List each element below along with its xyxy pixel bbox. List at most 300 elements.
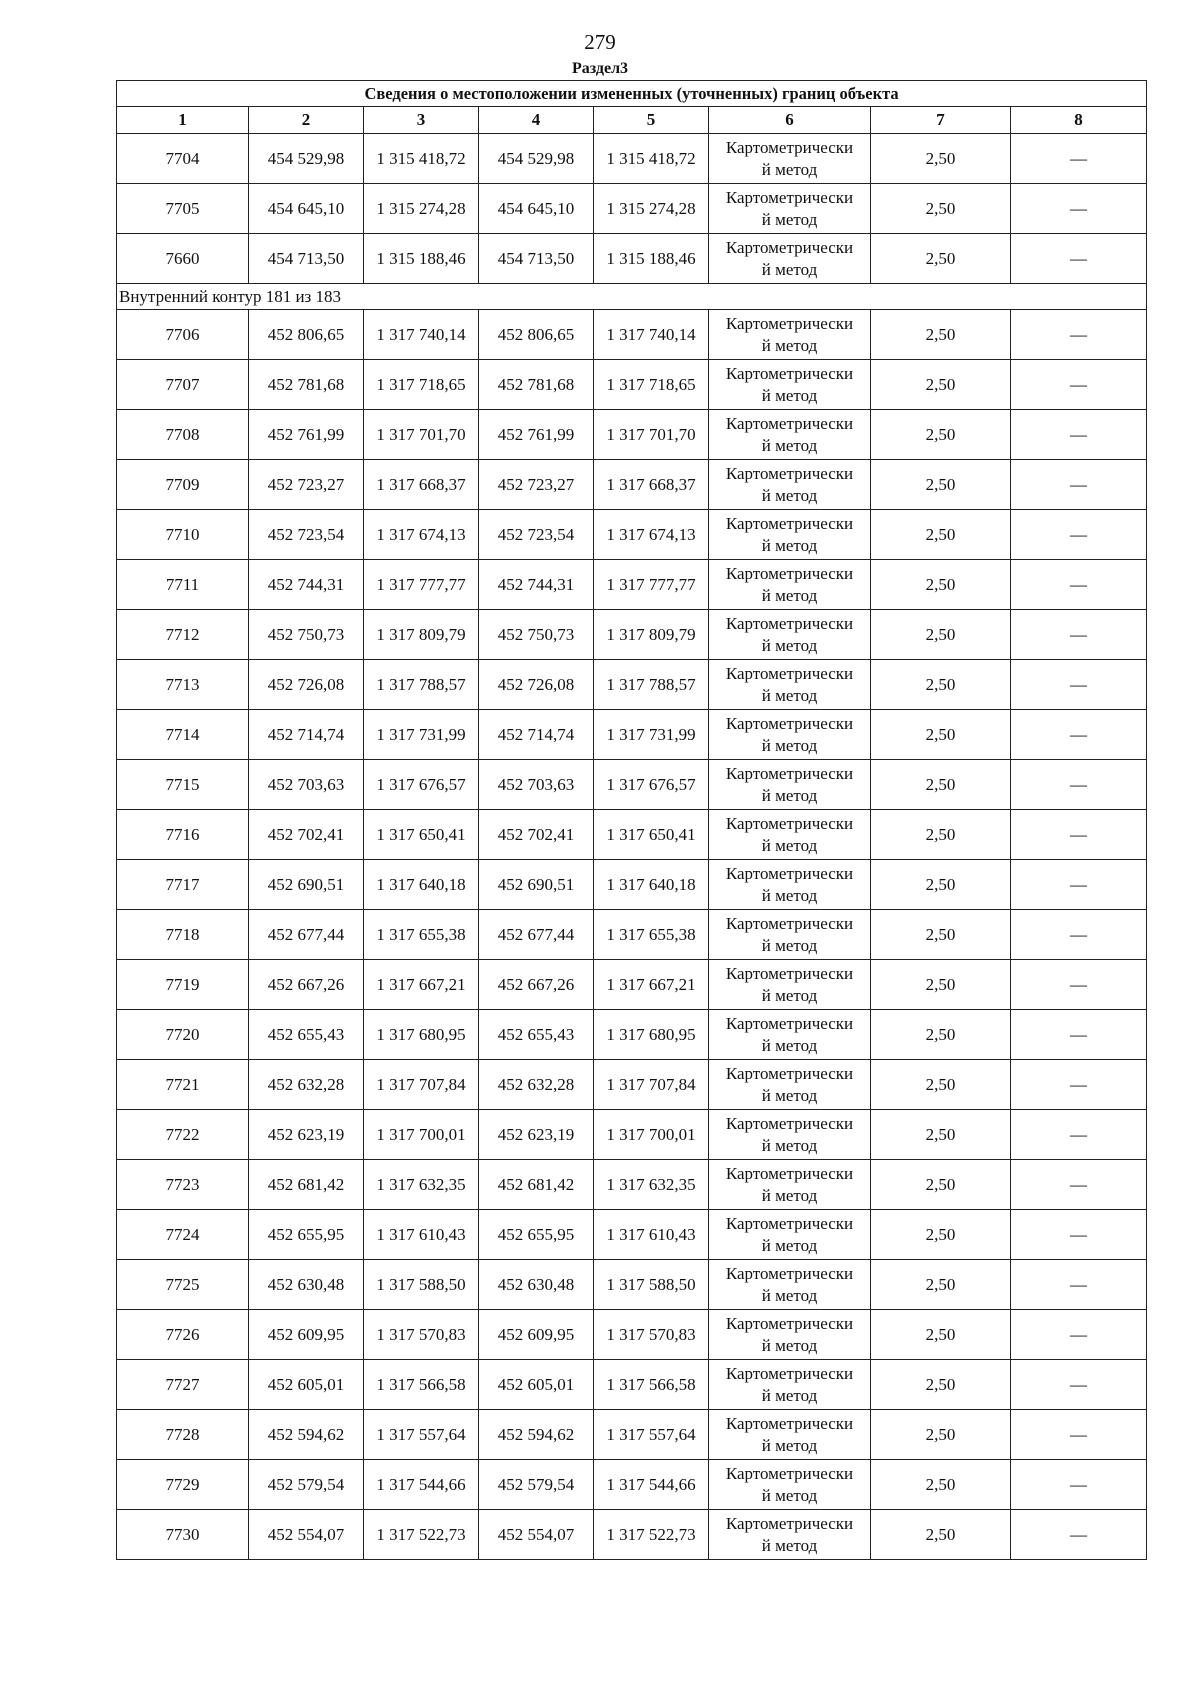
table-row xyxy=(117,1510,1147,1560)
method-line: й метод xyxy=(761,835,818,855)
y-new-cell: 1 315 418,72 xyxy=(594,134,709,184)
method-line: й метод xyxy=(761,1135,818,1155)
y-new-cell: 1 317 650,41 xyxy=(594,810,709,860)
x-old-cell: 452 723,27 xyxy=(249,460,364,510)
method-line: Картометрически xyxy=(725,663,854,683)
table-row xyxy=(117,660,1147,710)
table-row xyxy=(117,1010,1147,1060)
point-id-cell: 7722 xyxy=(117,1110,249,1160)
description-cell xyxy=(1011,1260,1147,1310)
y-new-cell: 1 317 570,83 xyxy=(594,1310,709,1360)
accuracy-cell: 2,50 xyxy=(871,1360,1011,1410)
point-id-cell: 7710 xyxy=(117,510,249,560)
x-new-cell: 452 726,08 xyxy=(479,660,594,710)
y-old-cell: 1 317 740,14 xyxy=(364,310,479,360)
table-row xyxy=(117,610,1147,660)
description-cell xyxy=(1011,1310,1147,1360)
point-id-cell: 7715 xyxy=(117,760,249,810)
method-cell xyxy=(709,1010,871,1060)
y-old-cell: 1 315 188,46 xyxy=(364,234,479,284)
y-new-cell: 1 315 274,28 xyxy=(594,184,709,234)
y-new-cell: 1 317 707,84 xyxy=(594,1060,709,1110)
method-cell xyxy=(709,510,871,560)
method-line: й метод xyxy=(761,635,818,655)
y-old-cell: 1 317 788,57 xyxy=(364,660,479,710)
method-cell xyxy=(709,310,871,360)
point-id-cell: 7705 xyxy=(117,184,249,234)
description-cell xyxy=(1011,560,1147,610)
method-cell xyxy=(709,360,871,410)
method-cell xyxy=(709,134,871,184)
y-new-cell: 1 317 700,01 xyxy=(594,1110,709,1160)
point-id-cell: 7724 xyxy=(117,1210,249,1260)
y-old-cell: 1 317 667,21 xyxy=(364,960,479,1010)
method-line: й метод xyxy=(761,1385,818,1405)
dash-text: — xyxy=(1070,824,1088,844)
method-line: й метод xyxy=(761,435,818,455)
method-line: й метод xyxy=(761,485,818,505)
accuracy-cell: 2,50 xyxy=(871,660,1011,710)
table-row xyxy=(117,960,1147,1010)
accuracy-cell: 2,50 xyxy=(871,810,1011,860)
dash-text: — xyxy=(1070,1374,1088,1394)
method-line: Картометрически xyxy=(725,813,854,833)
y-new-cell: 1 317 740,14 xyxy=(594,310,709,360)
table-row xyxy=(117,910,1147,960)
method-line: Картометрически xyxy=(725,513,854,533)
dash-text: — xyxy=(1070,324,1088,344)
method-cell xyxy=(709,460,871,510)
table-caption-row xyxy=(117,81,1147,107)
y-old-cell: 1 317 610,43 xyxy=(364,1210,479,1260)
y-old-cell: 1 317 640,18 xyxy=(364,860,479,910)
method-line: й метод xyxy=(761,1185,818,1205)
x-new-cell: 452 632,28 xyxy=(479,1060,594,1110)
method-line: Картометрически xyxy=(725,1363,854,1383)
dash-text: — xyxy=(1070,1424,1088,1444)
point-id-cell: 7708 xyxy=(117,410,249,460)
description-cell xyxy=(1011,360,1147,410)
description-cell xyxy=(1011,510,1147,560)
method-line: Картометрически xyxy=(725,913,854,933)
point-id-cell: 7716 xyxy=(117,810,249,860)
table-row xyxy=(117,1410,1147,1460)
x-new-cell: 452 744,31 xyxy=(479,560,594,610)
table-row xyxy=(117,184,1147,234)
x-new-cell: 452 714,74 xyxy=(479,710,594,760)
dash-text: — xyxy=(1070,524,1088,544)
table-row xyxy=(117,1360,1147,1410)
accuracy-cell: 2,50 xyxy=(871,1260,1011,1310)
accuracy-cell: 2,50 xyxy=(871,134,1011,184)
method-cell xyxy=(709,710,871,760)
x-new-cell: 452 554,07 xyxy=(479,1510,594,1560)
section-title: Раздел3 xyxy=(571,60,629,77)
y-old-cell: 1 317 700,01 xyxy=(364,1110,479,1160)
y-new-cell: 1 317 522,73 xyxy=(594,1510,709,1560)
contour-label: Внутренний контур 181 из 183 xyxy=(117,284,1147,310)
x-old-cell: 452 655,95 xyxy=(249,1210,364,1260)
dash-text: — xyxy=(1070,1274,1088,1294)
accuracy-cell: 2,50 xyxy=(871,1310,1011,1360)
method-line: й метод xyxy=(761,735,818,755)
table-row xyxy=(117,1160,1147,1210)
x-old-cell: 452 702,41 xyxy=(249,810,364,860)
x-old-cell: 452 632,28 xyxy=(249,1060,364,1110)
x-old-cell: 452 744,31 xyxy=(249,560,364,610)
x-old-cell: 452 667,26 xyxy=(249,960,364,1010)
x-new-cell: 452 677,44 xyxy=(479,910,594,960)
point-id-cell: 7723 xyxy=(117,1160,249,1210)
dash-text: — xyxy=(1070,1124,1088,1144)
method-line: Картометрически xyxy=(725,1063,854,1083)
method-line: Картометрически xyxy=(725,763,854,783)
method-cell xyxy=(709,184,871,234)
method-cell xyxy=(709,1060,871,1110)
description-cell xyxy=(1011,234,1147,284)
method-line: Картометрически xyxy=(725,1513,854,1533)
y-new-cell: 1 317 610,43 xyxy=(594,1210,709,1260)
point-id-cell: 7709 xyxy=(117,460,249,510)
y-new-cell: 1 317 667,21 xyxy=(594,960,709,1010)
x-new-cell: 452 702,41 xyxy=(479,810,594,860)
dash-text: — xyxy=(1070,148,1088,168)
dash-text: — xyxy=(1070,1474,1088,1494)
dash-text: — xyxy=(1070,924,1088,944)
column-number: 1 xyxy=(117,107,249,134)
point-id-cell: 7660 xyxy=(117,234,249,284)
accuracy-cell: 2,50 xyxy=(871,510,1011,560)
dash-text: — xyxy=(1070,374,1088,394)
method-line: й метод xyxy=(761,535,818,555)
y-new-cell: 1 317 777,77 xyxy=(594,560,709,610)
x-old-cell: 452 594,62 xyxy=(249,1410,364,1460)
x-new-cell: 452 609,95 xyxy=(479,1310,594,1360)
column-number: 5 xyxy=(594,107,709,134)
method-line: Картометрически xyxy=(725,1113,854,1133)
x-new-cell: 452 681,42 xyxy=(479,1160,594,1210)
description-cell xyxy=(1011,1510,1147,1560)
y-old-cell: 1 317 731,99 xyxy=(364,710,479,760)
y-old-cell: 1 317 777,77 xyxy=(364,560,479,610)
y-old-cell: 1 315 274,28 xyxy=(364,184,479,234)
dash-text: — xyxy=(1070,1324,1088,1344)
method-line: Картометрически xyxy=(725,863,854,883)
x-new-cell: 454 529,98 xyxy=(479,134,594,184)
description-cell xyxy=(1011,1460,1147,1510)
y-old-cell: 1 317 809,79 xyxy=(364,610,479,660)
method-cell xyxy=(709,410,871,460)
y-new-cell: 1 317 640,18 xyxy=(594,860,709,910)
y-old-cell: 1 317 707,84 xyxy=(364,1060,479,1110)
accuracy-cell: 2,50 xyxy=(871,960,1011,1010)
point-id-cell: 7720 xyxy=(117,1010,249,1060)
method-line: Картометрически xyxy=(725,363,854,383)
column-number: 7 xyxy=(871,107,1011,134)
point-id-cell: 7730 xyxy=(117,1510,249,1560)
column-number-row xyxy=(117,107,1147,134)
description-cell xyxy=(1011,134,1147,184)
method-line: Картометрически xyxy=(725,187,854,207)
x-old-cell: 452 630,48 xyxy=(249,1260,364,1310)
y-old-cell: 1 317 570,83 xyxy=(364,1310,479,1360)
table-row xyxy=(117,1260,1147,1310)
y-old-cell: 1 317 650,41 xyxy=(364,810,479,860)
x-new-cell: 452 579,54 xyxy=(479,1460,594,1510)
y-old-cell: 1 317 522,73 xyxy=(364,1510,479,1560)
table-row xyxy=(117,710,1147,760)
x-old-cell: 452 806,65 xyxy=(249,310,364,360)
y-old-cell: 1 317 566,58 xyxy=(364,1360,479,1410)
table-row xyxy=(117,410,1147,460)
method-cell xyxy=(709,860,871,910)
method-line: Картометрически xyxy=(725,1413,854,1433)
point-id-cell: 7704 xyxy=(117,134,249,184)
x-old-cell: 452 554,07 xyxy=(249,1510,364,1560)
y-new-cell: 1 317 566,58 xyxy=(594,1360,709,1410)
y-new-cell: 1 317 788,57 xyxy=(594,660,709,710)
x-old-cell: 452 655,43 xyxy=(249,1010,364,1060)
point-id-cell: 7719 xyxy=(117,960,249,1010)
description-cell xyxy=(1011,184,1147,234)
accuracy-cell: 2,50 xyxy=(871,184,1011,234)
column-number: 2 xyxy=(249,107,364,134)
x-new-cell: 452 630,48 xyxy=(479,1260,594,1310)
method-line: й метод xyxy=(761,159,818,179)
method-cell xyxy=(709,960,871,1010)
x-new-cell: 452 750,73 xyxy=(479,610,594,660)
x-new-cell: 452 703,63 xyxy=(479,760,594,810)
x-old-cell: 452 781,68 xyxy=(249,360,364,410)
column-number: 3 xyxy=(364,107,479,134)
dash-text: — xyxy=(1070,574,1088,594)
y-new-cell: 1 317 674,13 xyxy=(594,510,709,560)
point-id-cell: 7718 xyxy=(117,910,249,960)
description-cell xyxy=(1011,1010,1147,1060)
x-new-cell: 454 645,10 xyxy=(479,184,594,234)
x-old-cell: 452 750,73 xyxy=(249,610,364,660)
dash-text: — xyxy=(1070,248,1088,268)
method-line: Картометрически xyxy=(725,613,854,633)
point-id-cell: 7717 xyxy=(117,860,249,910)
accuracy-cell: 2,50 xyxy=(871,1010,1011,1060)
method-line: й метод xyxy=(761,585,818,605)
method-line: й метод xyxy=(761,1535,818,1555)
point-id-cell: 7713 xyxy=(117,660,249,710)
method-line: й метод xyxy=(761,1435,818,1455)
dash-text: — xyxy=(1070,474,1088,494)
description-cell xyxy=(1011,410,1147,460)
table-row xyxy=(117,1210,1147,1260)
accuracy-cell: 2,50 xyxy=(871,460,1011,510)
point-id-cell: 7706 xyxy=(117,310,249,360)
method-line: й метод xyxy=(761,885,818,905)
accuracy-cell: 2,50 xyxy=(871,234,1011,284)
method-cell xyxy=(709,1460,871,1510)
x-old-cell: 452 714,74 xyxy=(249,710,364,760)
method-cell xyxy=(709,1310,871,1360)
dash-text: — xyxy=(1070,1074,1088,1094)
accuracy-cell: 2,50 xyxy=(871,1060,1011,1110)
dash-text: — xyxy=(1070,1024,1088,1044)
dash-text: — xyxy=(1070,1524,1088,1544)
y-new-cell: 1 317 588,50 xyxy=(594,1260,709,1310)
y-new-cell: 1 317 557,64 xyxy=(594,1410,709,1460)
point-id-cell: 7721 xyxy=(117,1060,249,1110)
method-line: Картометрически xyxy=(725,463,854,483)
description-cell xyxy=(1011,1210,1147,1260)
dash-text: — xyxy=(1070,1224,1088,1244)
method-cell xyxy=(709,560,871,610)
x-old-cell: 452 677,44 xyxy=(249,910,364,960)
method-line: Картометрически xyxy=(725,137,854,157)
table-caption: Сведения о местоположении измененных (уточненных) границ объекта xyxy=(117,81,1147,107)
x-old-cell: 452 605,01 xyxy=(249,1360,364,1410)
y-new-cell: 1 317 632,35 xyxy=(594,1160,709,1210)
table-row xyxy=(117,560,1147,610)
method-line: й метод xyxy=(761,1335,818,1355)
table-row xyxy=(117,134,1147,184)
x-old-cell: 454 645,10 xyxy=(249,184,364,234)
table-row xyxy=(117,1460,1147,1510)
method-cell xyxy=(709,810,871,860)
contour-row xyxy=(117,284,1147,310)
method-line: Картометрически xyxy=(725,1313,854,1333)
accuracy-cell: 2,50 xyxy=(871,1460,1011,1510)
accuracy-cell: 2,50 xyxy=(871,910,1011,960)
table-body xyxy=(117,134,1147,1560)
description-cell xyxy=(1011,1110,1147,1160)
description-cell xyxy=(1011,910,1147,960)
y-old-cell: 1 317 668,37 xyxy=(364,460,479,510)
method-cell xyxy=(709,910,871,960)
method-cell xyxy=(709,1210,871,1260)
table-row xyxy=(117,360,1147,410)
y-old-cell: 1 317 701,70 xyxy=(364,410,479,460)
description-cell xyxy=(1011,810,1147,860)
accuracy-cell: 2,50 xyxy=(871,1210,1011,1260)
y-old-cell: 1 317 544,66 xyxy=(364,1460,479,1510)
accuracy-cell: 2,50 xyxy=(871,1410,1011,1460)
method-cell xyxy=(709,1360,871,1410)
description-cell xyxy=(1011,960,1147,1010)
x-new-cell: 452 594,62 xyxy=(479,1410,594,1460)
x-old-cell: 452 623,19 xyxy=(249,1110,364,1160)
accuracy-cell: 2,50 xyxy=(871,560,1011,610)
x-old-cell: 454 713,50 xyxy=(249,234,364,284)
table-row xyxy=(117,1310,1147,1360)
y-new-cell: 1 315 188,46 xyxy=(594,234,709,284)
dash-text: — xyxy=(1070,774,1088,794)
point-id-cell: 7727 xyxy=(117,1360,249,1410)
method-line: й метод xyxy=(761,1285,818,1305)
accuracy-cell: 2,50 xyxy=(871,1110,1011,1160)
x-new-cell: 452 761,99 xyxy=(479,410,594,460)
y-old-cell: 1 317 718,65 xyxy=(364,360,479,410)
description-cell xyxy=(1011,660,1147,710)
description-cell xyxy=(1011,710,1147,760)
description-cell xyxy=(1011,460,1147,510)
y-old-cell: 1 317 655,38 xyxy=(364,910,479,960)
x-new-cell: 452 605,01 xyxy=(479,1360,594,1410)
method-line: Картометрически xyxy=(725,1263,854,1283)
x-new-cell: 454 713,50 xyxy=(479,234,594,284)
method-cell xyxy=(709,1160,871,1210)
accuracy-cell: 2,50 xyxy=(871,1160,1011,1210)
method-cell xyxy=(709,1110,871,1160)
dash-text: — xyxy=(1070,1174,1088,1194)
dash-text: — xyxy=(1070,874,1088,894)
method-cell xyxy=(709,760,871,810)
y-new-cell: 1 317 701,70 xyxy=(594,410,709,460)
x-new-cell: 452 723,27 xyxy=(479,460,594,510)
method-line: Картометрически xyxy=(725,713,854,733)
point-id-cell: 7707 xyxy=(117,360,249,410)
y-old-cell: 1 317 674,13 xyxy=(364,510,479,560)
dash-text: — xyxy=(1070,974,1088,994)
method-line: й метод xyxy=(761,985,818,1005)
coordinates-table xyxy=(116,80,1147,1560)
method-line: й метод xyxy=(761,1035,818,1055)
method-line: Картометрически xyxy=(725,1013,854,1033)
method-cell xyxy=(709,660,871,710)
y-old-cell: 1 317 680,95 xyxy=(364,1010,479,1060)
x-old-cell: 452 723,54 xyxy=(249,510,364,560)
method-line: й метод xyxy=(761,209,818,229)
description-cell xyxy=(1011,860,1147,910)
column-number: 6 xyxy=(709,107,871,134)
y-new-cell: 1 317 655,38 xyxy=(594,910,709,960)
method-line: Картометрически xyxy=(725,563,854,583)
method-line: й метод xyxy=(761,1085,818,1105)
x-old-cell: 452 761,99 xyxy=(249,410,364,460)
accuracy-cell: 2,50 xyxy=(871,360,1011,410)
y-old-cell: 1 317 676,57 xyxy=(364,760,479,810)
method-line: й метод xyxy=(761,385,818,405)
method-line: Картометрически xyxy=(725,1213,854,1233)
method-line: й метод xyxy=(761,685,818,705)
x-new-cell: 452 690,51 xyxy=(479,860,594,910)
method-line: Картометрически xyxy=(725,313,854,333)
accuracy-cell: 2,50 xyxy=(871,410,1011,460)
table-row xyxy=(117,810,1147,860)
dash-text: — xyxy=(1070,624,1088,644)
description-cell xyxy=(1011,1160,1147,1210)
x-new-cell: 452 655,43 xyxy=(479,1010,594,1060)
method-cell xyxy=(709,1510,871,1560)
dash-text: — xyxy=(1070,424,1088,444)
method-line: Картометрически xyxy=(725,1463,854,1483)
accuracy-cell: 2,50 xyxy=(871,610,1011,660)
description-cell xyxy=(1011,1060,1147,1110)
table-row xyxy=(117,234,1147,284)
y-new-cell: 1 317 668,37 xyxy=(594,460,709,510)
description-cell xyxy=(1011,760,1147,810)
table-row xyxy=(117,860,1147,910)
y-old-cell: 1 317 632,35 xyxy=(364,1160,479,1210)
y-new-cell: 1 317 809,79 xyxy=(594,610,709,660)
x-new-cell: 452 723,54 xyxy=(479,510,594,560)
method-line: й метод xyxy=(761,935,818,955)
x-new-cell: 452 655,95 xyxy=(479,1210,594,1260)
y-old-cell: 1 317 557,64 xyxy=(364,1410,479,1460)
x-old-cell: 452 681,42 xyxy=(249,1160,364,1210)
y-new-cell: 1 317 544,66 xyxy=(594,1460,709,1510)
table-row xyxy=(117,510,1147,560)
description-cell xyxy=(1011,610,1147,660)
description-cell xyxy=(1011,1360,1147,1410)
description-cell xyxy=(1011,310,1147,360)
